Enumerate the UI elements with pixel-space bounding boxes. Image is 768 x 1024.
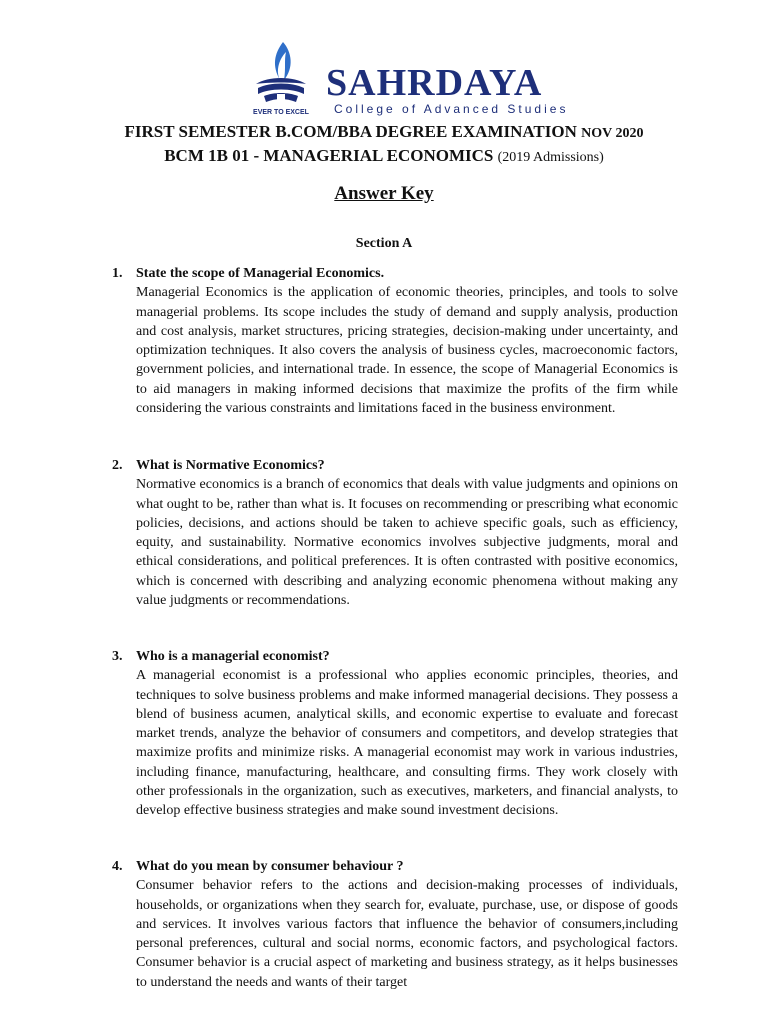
question-number: 2. — [112, 458, 123, 473]
question-text: What is Normative Economics? — [136, 458, 325, 473]
course-title — [0, 146, 768, 168]
answer-text: Consumer behavior refers to the actions and decision-making processes of individuals, households, or organizations when they search for, evaluate, purchase, use, or dispose of goods and services. It involves various factors that influence the behavior of consumers,including personal preferences, cultural and social norms, economic factors, and psychological factors. Consumer behavior is a crucial aspect of marketing and business strategy, as it helps businesses to understand the needs and wants of their target — [136, 878, 678, 990]
exam-date: NOV 2020 — [581, 126, 644, 141]
logo-motto: EVER TO EXCEL — [253, 109, 309, 116]
admissions-note: (2019 Admissions) — [497, 150, 604, 165]
answer-text: A managerial economist is a professional who applies economic principles, theories, and techniques to solve business problems and make informed managerial decisions. They possess a blend of business acumen, analytical skills, and economic expertise to evaluate and forecast market trends, analyze the behavior of consumers and competitors, and develop strategies that maximize profits and minimize risks. A managerial economist may work in various industries, including finance, manufacturing, healthcare, and consulting firms. They work closely with other professionals in the organization, such as executives, marketers, and financial analysts, to develop effective business strategies and make sound investment decisions. — [136, 668, 678, 819]
question-text: State the scope of Managerial Economics. — [136, 266, 385, 281]
question-item — [112, 456, 678, 610]
question-item — [112, 264, 678, 418]
college-emblem-icon — [250, 40, 312, 118]
college-logo — [250, 40, 570, 118]
course-line: BCM 1B 01 - MANAGERIAL ECONOMICS — [164, 146, 494, 165]
exam-line: FIRST SEMESTER B.COM/BBA DEGREE EXAMINATION — [124, 122, 577, 141]
document-title: Answer Key — [334, 183, 434, 204]
question-text: What do you mean by consumer behaviour ? — [136, 859, 404, 874]
question-item — [112, 857, 678, 992]
section-heading: Section A — [355, 236, 413, 251]
question-number: 4. — [112, 859, 123, 874]
exam-title — [0, 122, 768, 144]
logo-subtitle: College of Advanced Studies — [334, 102, 569, 116]
question-number: 3. — [112, 649, 123, 664]
question-item — [112, 647, 678, 821]
answer-text: Managerial Economics is the application of economic theories, principles, and tools to solve managerial problems. Its scope includes the study of demand and supply analysis, production and cost analysis, market structures, pricing strategies, decision-making under uncertainty, and optimization techniques. It also covers the analysis of business cycles, macroeconomic factors, government policies, and international trade. In essence, the scope of Managerial Economics is to aid managers in making informed decisions that maximize the profits of the firm while considering the various constraints and limitations faced in the business environment. — [136, 285, 678, 417]
question-number: 1. — [112, 266, 123, 281]
answer-text: Normative economics is a branch of economics that deals with value judgments and opinions on what ought to be, rather than what is. It focuses on recommending or prescribing what economic policies, decisions, and actions should be taken to achieve specific goals, such as efficiency, equity, and sustainability. Normative economics involves subjective judgments, moral and ethical considerations, and political preferences. It is often contrasted with positive economics, which is concerned with describing and analyzing economic phenomena without making any value judgments or recommendations. — [136, 477, 678, 609]
logo-name: SAHRDAYA — [326, 62, 543, 104]
question-text: Who is a managerial economist? — [136, 649, 330, 664]
